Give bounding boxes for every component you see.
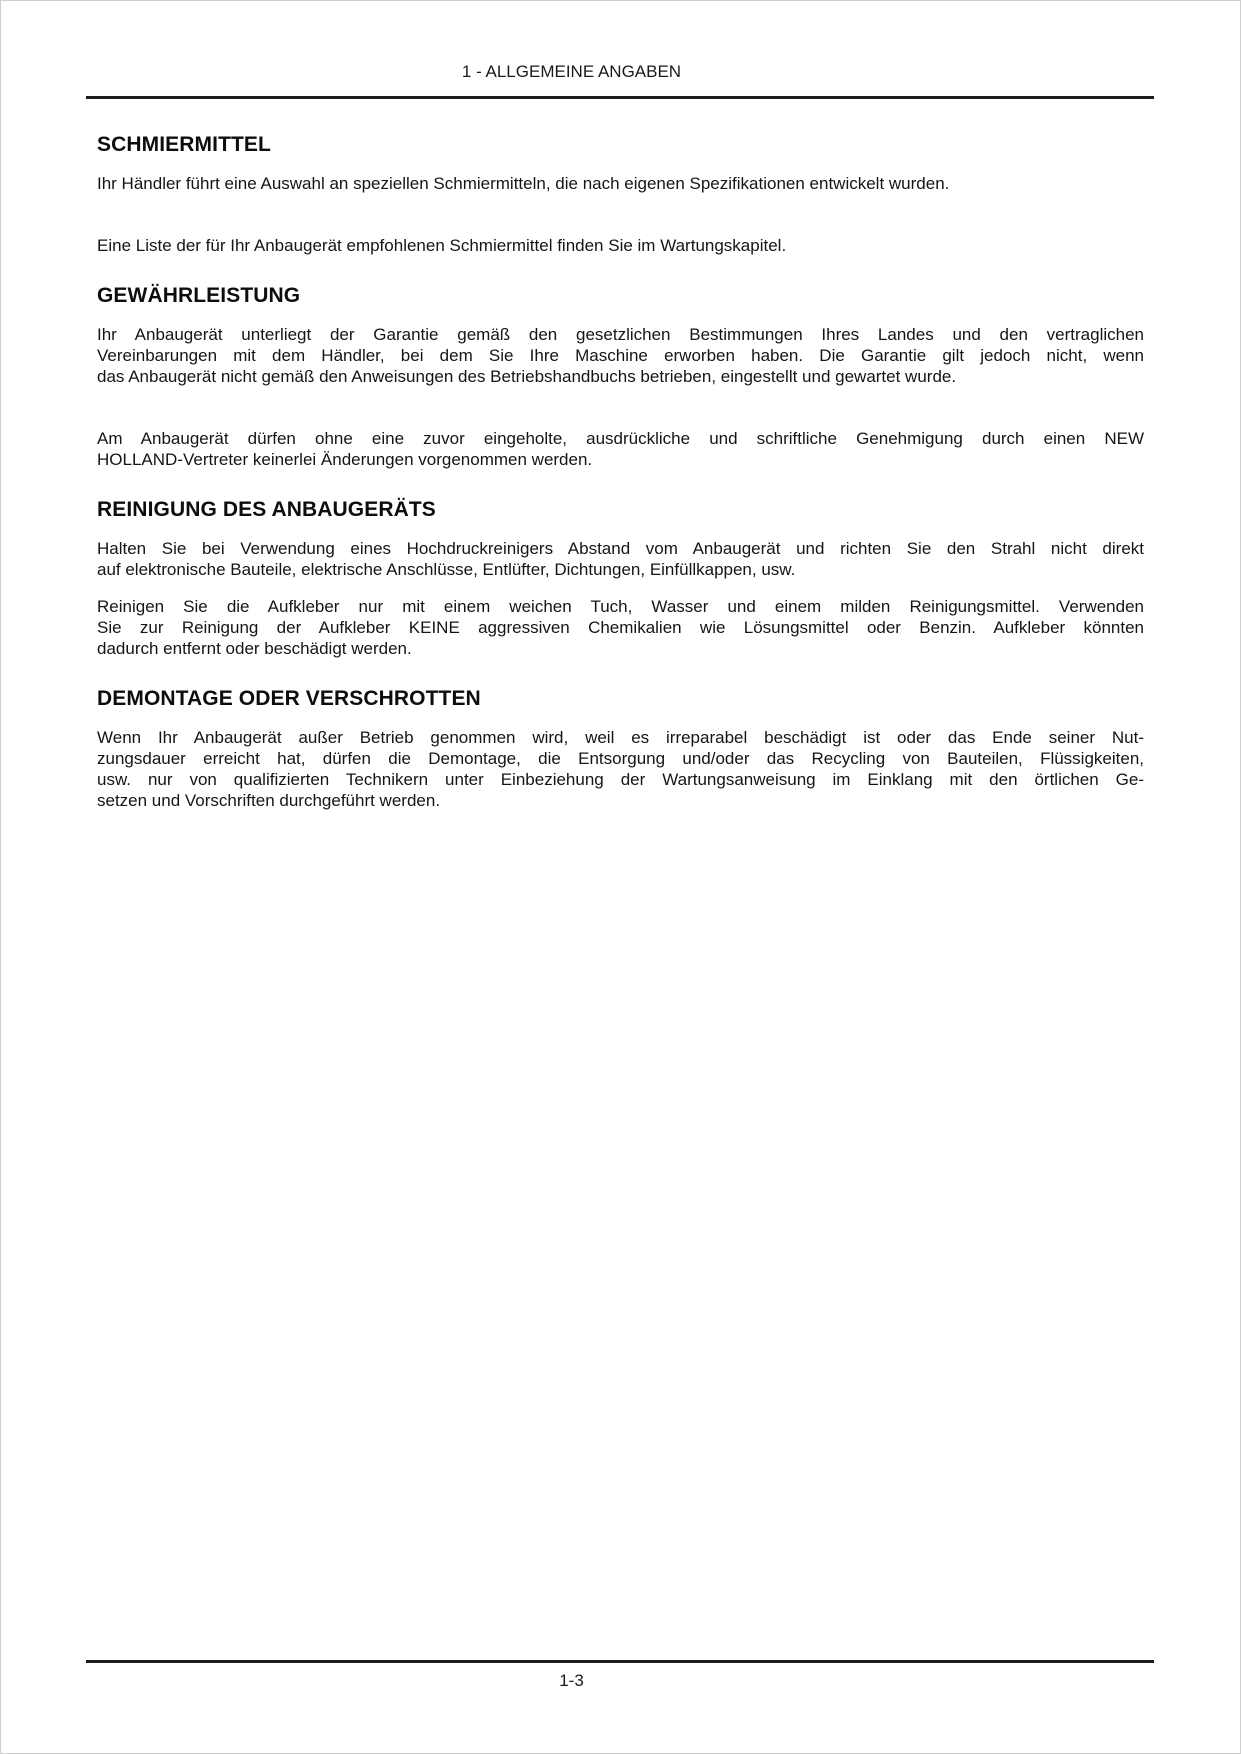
paragraph-line: Wenn Ihr Anbaugerät außer Betrieb genommen wird, weil es irreparabel beschädigt ist oder das Ende seiner Nut- — [97, 728, 1144, 747]
section-heading: GEWÄHRLEISTUNG — [97, 284, 301, 307]
paragraph-line: Eine Liste der für Ihr Anbaugerät empfohlenen Schmiermittel finden Sie im Wartungskapitel. — [97, 236, 787, 255]
page-content — [1, 132, 1240, 811]
paragraph-line: Sie zur Reinigung der Aufkleber KEINE aggressiven Chemikalien wie Lösungsmittel oder Benzin. Aufkleber könnten — [97, 618, 1144, 637]
paragraph-line: dadurch entfernt oder beschädigt werden. — [97, 639, 412, 658]
section — [97, 132, 1144, 256]
paragraph — [97, 235, 1144, 256]
paragraph-line: Am Anbaugerät dürfen ohne eine zuvor eingeholte, ausdrückliche und schriftliche Genehmigung durch einen NEW — [97, 429, 1144, 448]
section — [97, 686, 1144, 811]
paragraph-line: Ihr Anbaugerät unterliegt der Garantie gemäß den gesetzlichen Bestimmungen Ihres Landes und den vertraglichen — [97, 325, 1144, 344]
page-number: 1-3 — [559, 1671, 584, 1690]
paragraph — [97, 596, 1144, 659]
paragraph-line: HOLLAND-Vertreter keinerlei Änderungen vorgenommen werden. — [97, 450, 593, 469]
paragraph-line: Halten Sie bei Verwendung eines Hochdruckreinigers Abstand vom Anbaugerät und richten Sie den Strahl nicht direkt — [97, 539, 1144, 558]
paragraph-line: Reinigen Sie die Aufkleber nur mit einem weichen Tuch, Wasser und einem milden Reinigungsmittel. Verwenden — [97, 597, 1144, 616]
paragraph-line: setzen und Vorschriften durchgeführt werden. — [97, 791, 441, 810]
section-heading: SCHMIERMITTEL — [97, 133, 271, 156]
section — [97, 497, 1144, 659]
paragraph-line: Ihr Händler führt eine Auswahl an speziellen Schmiermitteln, die nach eigenen Spezifikationen entwickelt wurden. — [97, 174, 950, 193]
footer-rule — [86, 1660, 1154, 1663]
paragraph — [97, 727, 1144, 811]
paragraph-line: das Anbaugerät nicht gemäß den Anweisungen des Betriebshandbuchs betrieben, eingestellt und gewartet wurde. — [97, 367, 957, 386]
paragraph-line: usw. nur von qualifizierten Technikern unter Einbeziehung der Wartungsanweisung im Einklang mit den örtlichen Ge- — [97, 770, 1144, 789]
paragraph-line: auf elektronische Bauteile, elektrische Anschlüsse, Entlüfter, Dichtungen, Einfüllkappen, usw. — [97, 560, 796, 579]
paragraph — [97, 324, 1144, 387]
paragraph — [97, 173, 1144, 194]
paragraph-line: Vereinbarungen mit dem Händler, bei dem Sie Ihre Maschine erworben haben. Die Garantie gilt jedoch nicht, wenn — [97, 346, 1144, 365]
paragraph — [97, 538, 1144, 580]
page-footer — [1, 1660, 1240, 1691]
section-heading: DEMONTAGE ODER VERSCHROTTEN — [97, 687, 481, 710]
section-heading: REINIGUNG DES ANBAUGERÄTS — [97, 498, 436, 521]
sections — [97, 132, 1144, 811]
header-rule — [86, 96, 1154, 99]
paragraph-line: zungsdauer erreicht hat, dürfen die Demontage, die Entsorgung und/oder das Recycling von Bauteilen, Flüssigkeiten, — [97, 749, 1144, 768]
section — [97, 283, 1144, 470]
page-header-chapter-title: 1 - ALLGEMEINE ANGABEN — [461, 62, 682, 81]
paragraph — [97, 428, 1144, 470]
